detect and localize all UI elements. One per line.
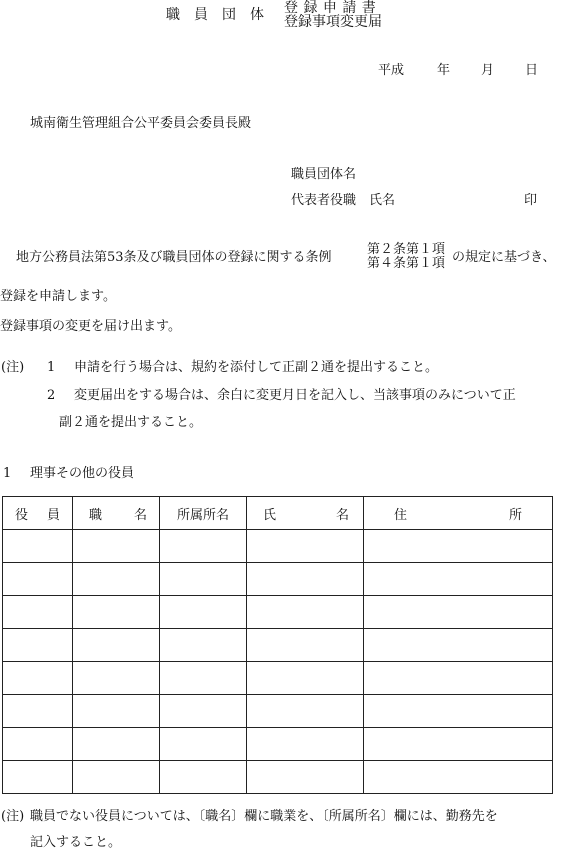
table-row (3, 728, 553, 761)
position-cell[interactable] (73, 728, 160, 761)
name-cell[interactable] (247, 530, 364, 563)
name-cell[interactable] (247, 695, 364, 728)
position-cell[interactable] (73, 761, 160, 794)
role-cell[interactable] (3, 530, 73, 563)
workplace-cell[interactable] (160, 629, 247, 662)
workplace-cell[interactable] (160, 728, 247, 761)
table-header-row (3, 497, 553, 530)
note-1-text: 申請を行う場合は、規約を添付して正副２通を提出すること。 (74, 360, 439, 375)
name-cell[interactable] (247, 596, 364, 629)
position-cell[interactable] (73, 695, 160, 728)
statement-apply: 登録を申請します。 (0, 289, 116, 304)
table-row (3, 695, 553, 728)
table-row (3, 761, 553, 794)
representative-label: 代表者役職 氏名 (291, 193, 396, 208)
name-cell[interactable] (247, 728, 364, 761)
form-title-right (284, 1, 382, 29)
note-2-text-cont: 副２通を提出すること。 (59, 415, 203, 430)
table-row (3, 629, 553, 662)
position-cell[interactable] (73, 662, 160, 695)
form-title-application: 登 録 申 請 書 (284, 0, 377, 16)
statement-change: 登録事項の変更を届け出ます。 (0, 319, 181, 334)
name-cell[interactable] (247, 563, 364, 596)
col-header-role: 役 員 (3, 497, 73, 530)
col-header-position: 職 名 (73, 497, 160, 530)
note-2-text: 変更届出をする場合は、余白に変更月日を記入し、当該事項のみについて正 (74, 388, 516, 403)
seal-mark: 印 (524, 193, 538, 208)
table-row (3, 596, 553, 629)
name-cell[interactable] (247, 629, 364, 662)
role-cell[interactable] (3, 728, 73, 761)
address-cell[interactable] (364, 530, 553, 563)
role-cell[interactable] (3, 695, 73, 728)
note-1-number: 1 (47, 360, 56, 375)
section-title: 理事その他の役員 (30, 466, 135, 481)
clause-apply: 第２条第１項 (367, 242, 446, 257)
table-row (3, 662, 553, 695)
date-year: 年 (437, 63, 451, 78)
workplace-cell[interactable] (160, 530, 247, 563)
name-cell[interactable] (247, 662, 364, 695)
address-cell[interactable] (364, 728, 553, 761)
notes-label: (注) (1, 360, 25, 375)
role-cell[interactable] (3, 662, 73, 695)
workplace-cell[interactable] (160, 596, 247, 629)
col-header-address: 住 所 (364, 497, 553, 530)
position-cell[interactable] (73, 629, 160, 662)
role-cell[interactable] (3, 629, 73, 662)
role-cell[interactable] (3, 596, 73, 629)
org-name-label: 職員団体名 (291, 167, 357, 182)
form-title-left: 職 員 団 体 (166, 7, 264, 23)
position-cell[interactable] (73, 563, 160, 596)
workplace-cell[interactable] (160, 662, 247, 695)
addressee: 城南衛生管理組合公平委員会委員長殿 (30, 116, 252, 131)
date-month: 月 (481, 63, 495, 78)
address-cell[interactable] (364, 662, 553, 695)
table-row (3, 530, 553, 563)
statement-clauses (367, 243, 445, 271)
address-cell[interactable] (364, 563, 553, 596)
workplace-cell[interactable] (160, 761, 247, 794)
footnote-text: 職員でない役員については、〔職名〕欄に職業を、〔所属所名〕欄には、勤務先を (30, 809, 498, 824)
address-cell[interactable] (364, 761, 553, 794)
date-day: 日 (525, 63, 539, 78)
position-cell[interactable] (73, 530, 160, 563)
role-cell[interactable] (3, 563, 73, 596)
address-cell[interactable] (364, 695, 553, 728)
statement-prefix: 地方公務員法第53条及び職員団体の登録に関する条例 (16, 250, 332, 265)
role-cell[interactable] (3, 761, 73, 794)
workplace-cell[interactable] (160, 563, 247, 596)
clause-change: 第４条第１項 (367, 256, 446, 271)
officers-table (2, 496, 553, 794)
address-cell[interactable] (364, 596, 553, 629)
note-2-number: 2 (47, 388, 56, 403)
address-cell[interactable] (364, 629, 553, 662)
table-row (3, 563, 553, 596)
officers-table-body (3, 530, 553, 794)
footnote-text-cont: 記入すること。 (30, 835, 122, 850)
form-title-change-notice: 登録事項変更届 (284, 14, 382, 30)
date-era: 平成 (378, 63, 405, 78)
name-cell[interactable] (247, 761, 364, 794)
statement-suffix: の規定に基づき、 (452, 250, 556, 265)
position-cell[interactable] (73, 596, 160, 629)
workplace-cell[interactable] (160, 695, 247, 728)
col-header-name: 氏 名 (247, 497, 364, 530)
col-header-workplace: 所属所名 (160, 497, 247, 530)
footnote-label: (注) (1, 809, 25, 824)
section-number: 1 (3, 466, 12, 481)
